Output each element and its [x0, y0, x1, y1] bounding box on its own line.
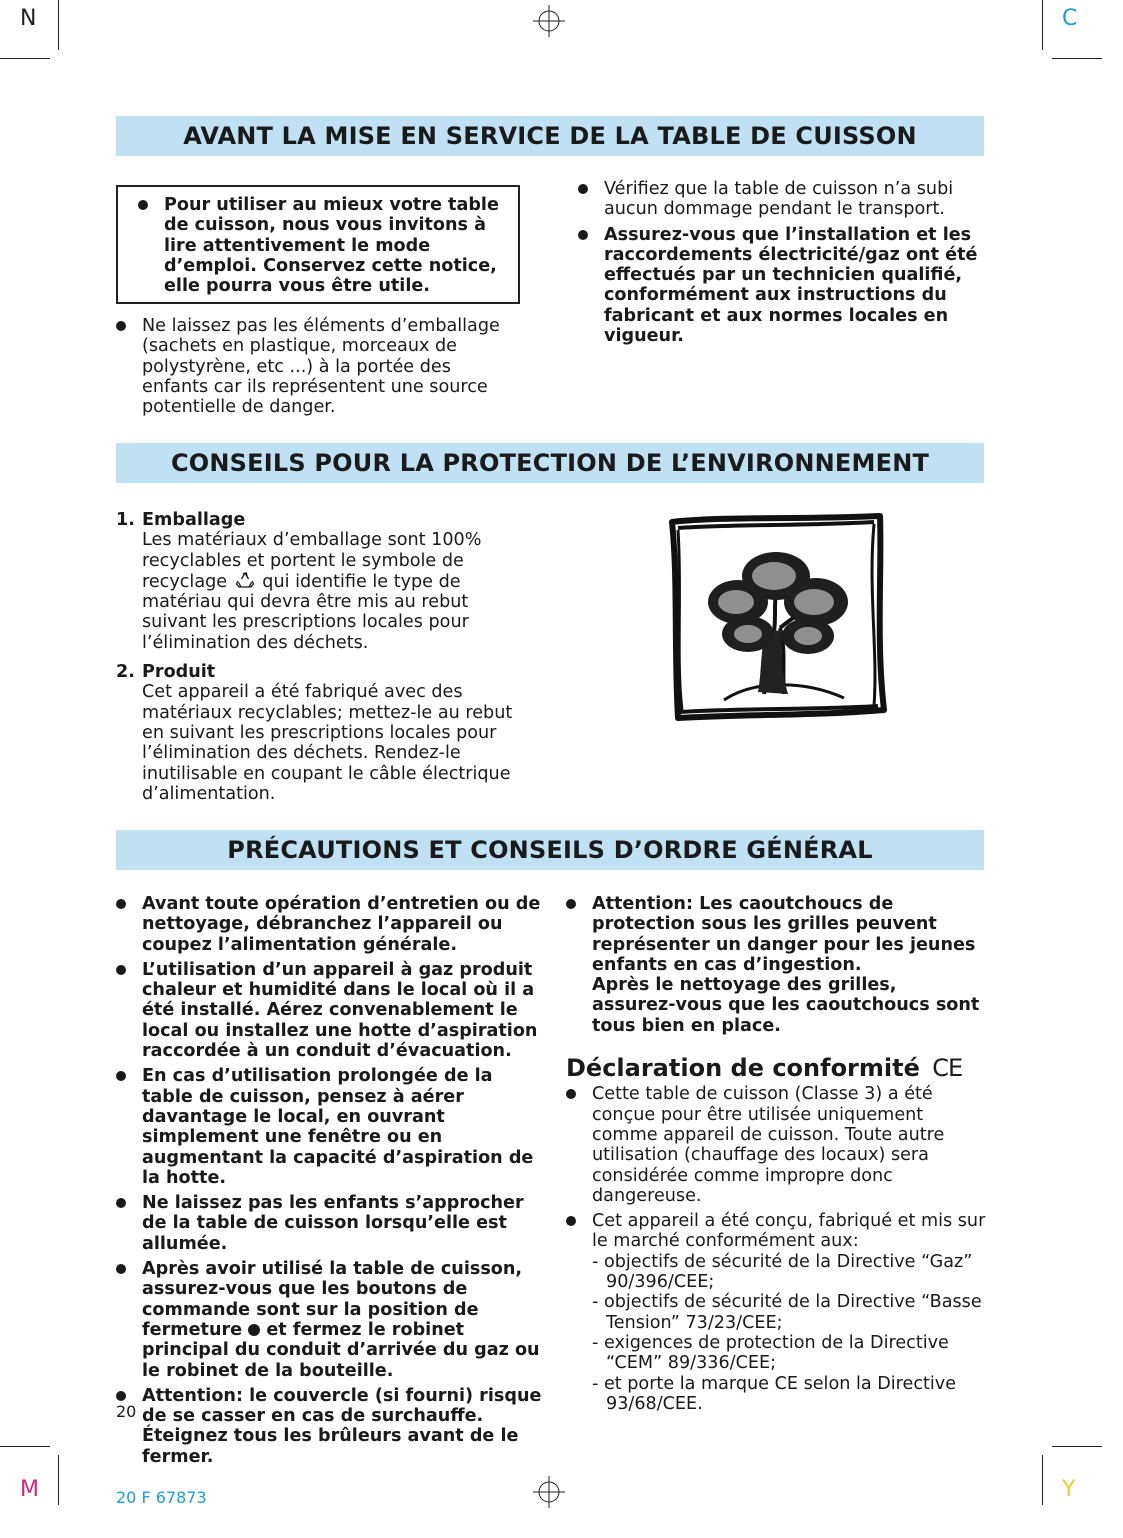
directive-item: - objectifs de sécurité de la Directive “Gaz” 90/396/CEE; — [592, 1251, 973, 1293]
precaution-item: Après avoir utilisé la table de cuisson, assurez-vous que les boutons de commande sont sur la position de fermeture et fermez le robinet principal du conduit d’arrivée du gaz ou le robinet de la bouteille. — [116, 1259, 542, 1381]
recycle-icon — [235, 571, 255, 589]
crop-line — [0, 1446, 50, 1447]
document-code: 20 F 67873 — [116, 1488, 207, 1507]
boxed-note-text: Pour utiliser au mieux votre table de cuisson, nous vous invitons à lire attentivement le mode d’emploi. Conservez cette notice, elle pourra vous être utile. — [138, 195, 500, 296]
registration-mark-bottom — [532, 1475, 566, 1509]
section-header-environment: CONSEILS POUR LA PROTECTION DE L’ENVIRONNEMENT — [116, 443, 984, 483]
left-column-1 — [116, 316, 520, 422]
closed-position-icon — [248, 1324, 260, 1336]
section-header-precautions: PRÉCAUTIONS ET CONSEILS D’ORDRE GÉNÉRAL — [116, 830, 984, 870]
registration-mark-top — [532, 4, 566, 38]
packaging-warning: Ne laissez pas les éléments d’emballage (sachets en plastique, morceaux de polystyrène, etc ...) à la portée des enfants car ils représentent une source potentielle de danger. — [116, 316, 520, 417]
installation-note: Assurez-vous que l’installation et les raccordements électricité/gaz ont été effectués par un technicien qualifié, conformément aux instructions du fabricant et aux normes locales en vigueur. — [578, 225, 984, 347]
declaration-title: Déclaration de conformité CE — [566, 1054, 963, 1083]
crop-line — [58, 1455, 59, 1505]
directive-item: - exigences de protection de la Directive “CEM” 89/336/CEE; — [592, 1332, 949, 1374]
list-item-packaging — [116, 510, 518, 653]
corner-mark-y: Y — [1062, 1477, 1076, 1502]
transport-check: Vérifiez que la table de cuisson n’a subi aucun dommage pendant le transport. — [578, 179, 984, 220]
directive-item: - et porte la marque CE selon la Directive 93/68/CEE. — [592, 1373, 957, 1414]
section-header-before-use: AVANT LA MISE EN SERVICE DE LA TABLE DE CUISSON — [116, 116, 984, 156]
crop-line — [1042, 1455, 1043, 1505]
crop-line — [0, 58, 50, 59]
list-item-title: Produit — [142, 662, 216, 683]
boxed-note — [116, 185, 520, 304]
declaration-item: Cet appareil a été conçu, fabriqué et mis sur le marché conformément aux: - objectifs de sécurité de la Directive “Gaz” 90/396/CEE; - objectifs de sécurité de la Directive “Basse Tension” 73/23/CEE; - exigences de protection de la Directive “CEM” 89/336/CEE; - et porte la marque CE selon la Directive 93/68/CEE. — [566, 1211, 986, 1414]
list-number: 1. — [116, 510, 135, 530]
left-column-3 — [116, 894, 542, 1472]
tree-environment-icon — [664, 510, 896, 726]
crop-line — [1042, 0, 1043, 50]
list-number: 2. — [116, 662, 135, 683]
rubber-warning: Attention: Les caoutchoucs de protection sous les grilles peuvent représenter un danger pour les jeunes enfants en cas d’ingestion. Après le nettoyage des grilles, assurez-vous que les caoutchoucs sont tous bien en place. — [566, 894, 986, 1036]
precaution-item: Attention: le couvercle (si fourni) risque de se casser en cas de surchauffe. Éteignez tous les brûleurs avant de le fermer. — [116, 1386, 542, 1467]
precaution-item: Avant toute opération d’entretien ou de nettoyage, débranchez l’appareil ou coupez l’alimentation générale. — [116, 894, 542, 955]
list-item-text: Cet appareil a été fabriqué avec des matériaux recyclables; mettez-le au rebut en suivant les prescriptions locales pour l’élimination des déchets. Rendez-le inutilisable en coupant le câble électrique d’alimentation. — [142, 682, 513, 804]
crop-line — [1052, 1446, 1102, 1447]
ce-mark-icon: CE — [932, 1054, 963, 1083]
crop-line — [1052, 58, 1102, 59]
environment-list — [116, 510, 518, 813]
directive-item: - objectifs de sécurité de la Directive “Basse Tension” 73/23/CEE; — [592, 1292, 982, 1333]
list-item-text: Les matériaux d’emballage sont 100% recyclables et portent le symbole de recyclage qui identifie le type de matériau qui devra être mis au rebut suivant les prescriptions locales pour l’élimination des déchets. — [142, 530, 482, 653]
corner-mark-m: M — [20, 1477, 39, 1502]
declaration-item: Cette table de cuisson (Classe 3) a été conçue pour être utilisée uniquement comme appareil de cuisson. Toute autre utilisation (chauffage des locaux) sera considérée comme impropre donc dangereuse. — [566, 1084, 986, 1206]
right-column-1 — [578, 179, 984, 351]
crop-line — [58, 0, 59, 50]
list-item-product — [116, 662, 518, 804]
precaution-item: En cas d’utilisation prolongée de la table de cuisson, pensez à aérer davantage le local, en ouvrant simplement une fenêtre ou en augmentant la capacité d’aspiration de la hotte. — [116, 1066, 542, 1188]
page-number: 20 — [116, 1402, 137, 1421]
right-column-3 — [566, 894, 986, 1419]
list-item-title: Emballage — [142, 510, 246, 530]
precaution-item: Ne laissez pas les enfants s’approcher de la table de cuisson lorsqu’elle est allumée. — [116, 1193, 542, 1254]
corner-mark-n: N — [20, 6, 37, 31]
corner-mark-c: C — [1062, 6, 1078, 31]
precaution-item: L’utilisation d’un appareil à gaz produit chaleur et humidité dans le local où il a été installé. Aérez convenablement le local ou installez une hotte d’aspiration raccordée à un conduit d’évacuation. — [116, 960, 542, 1061]
